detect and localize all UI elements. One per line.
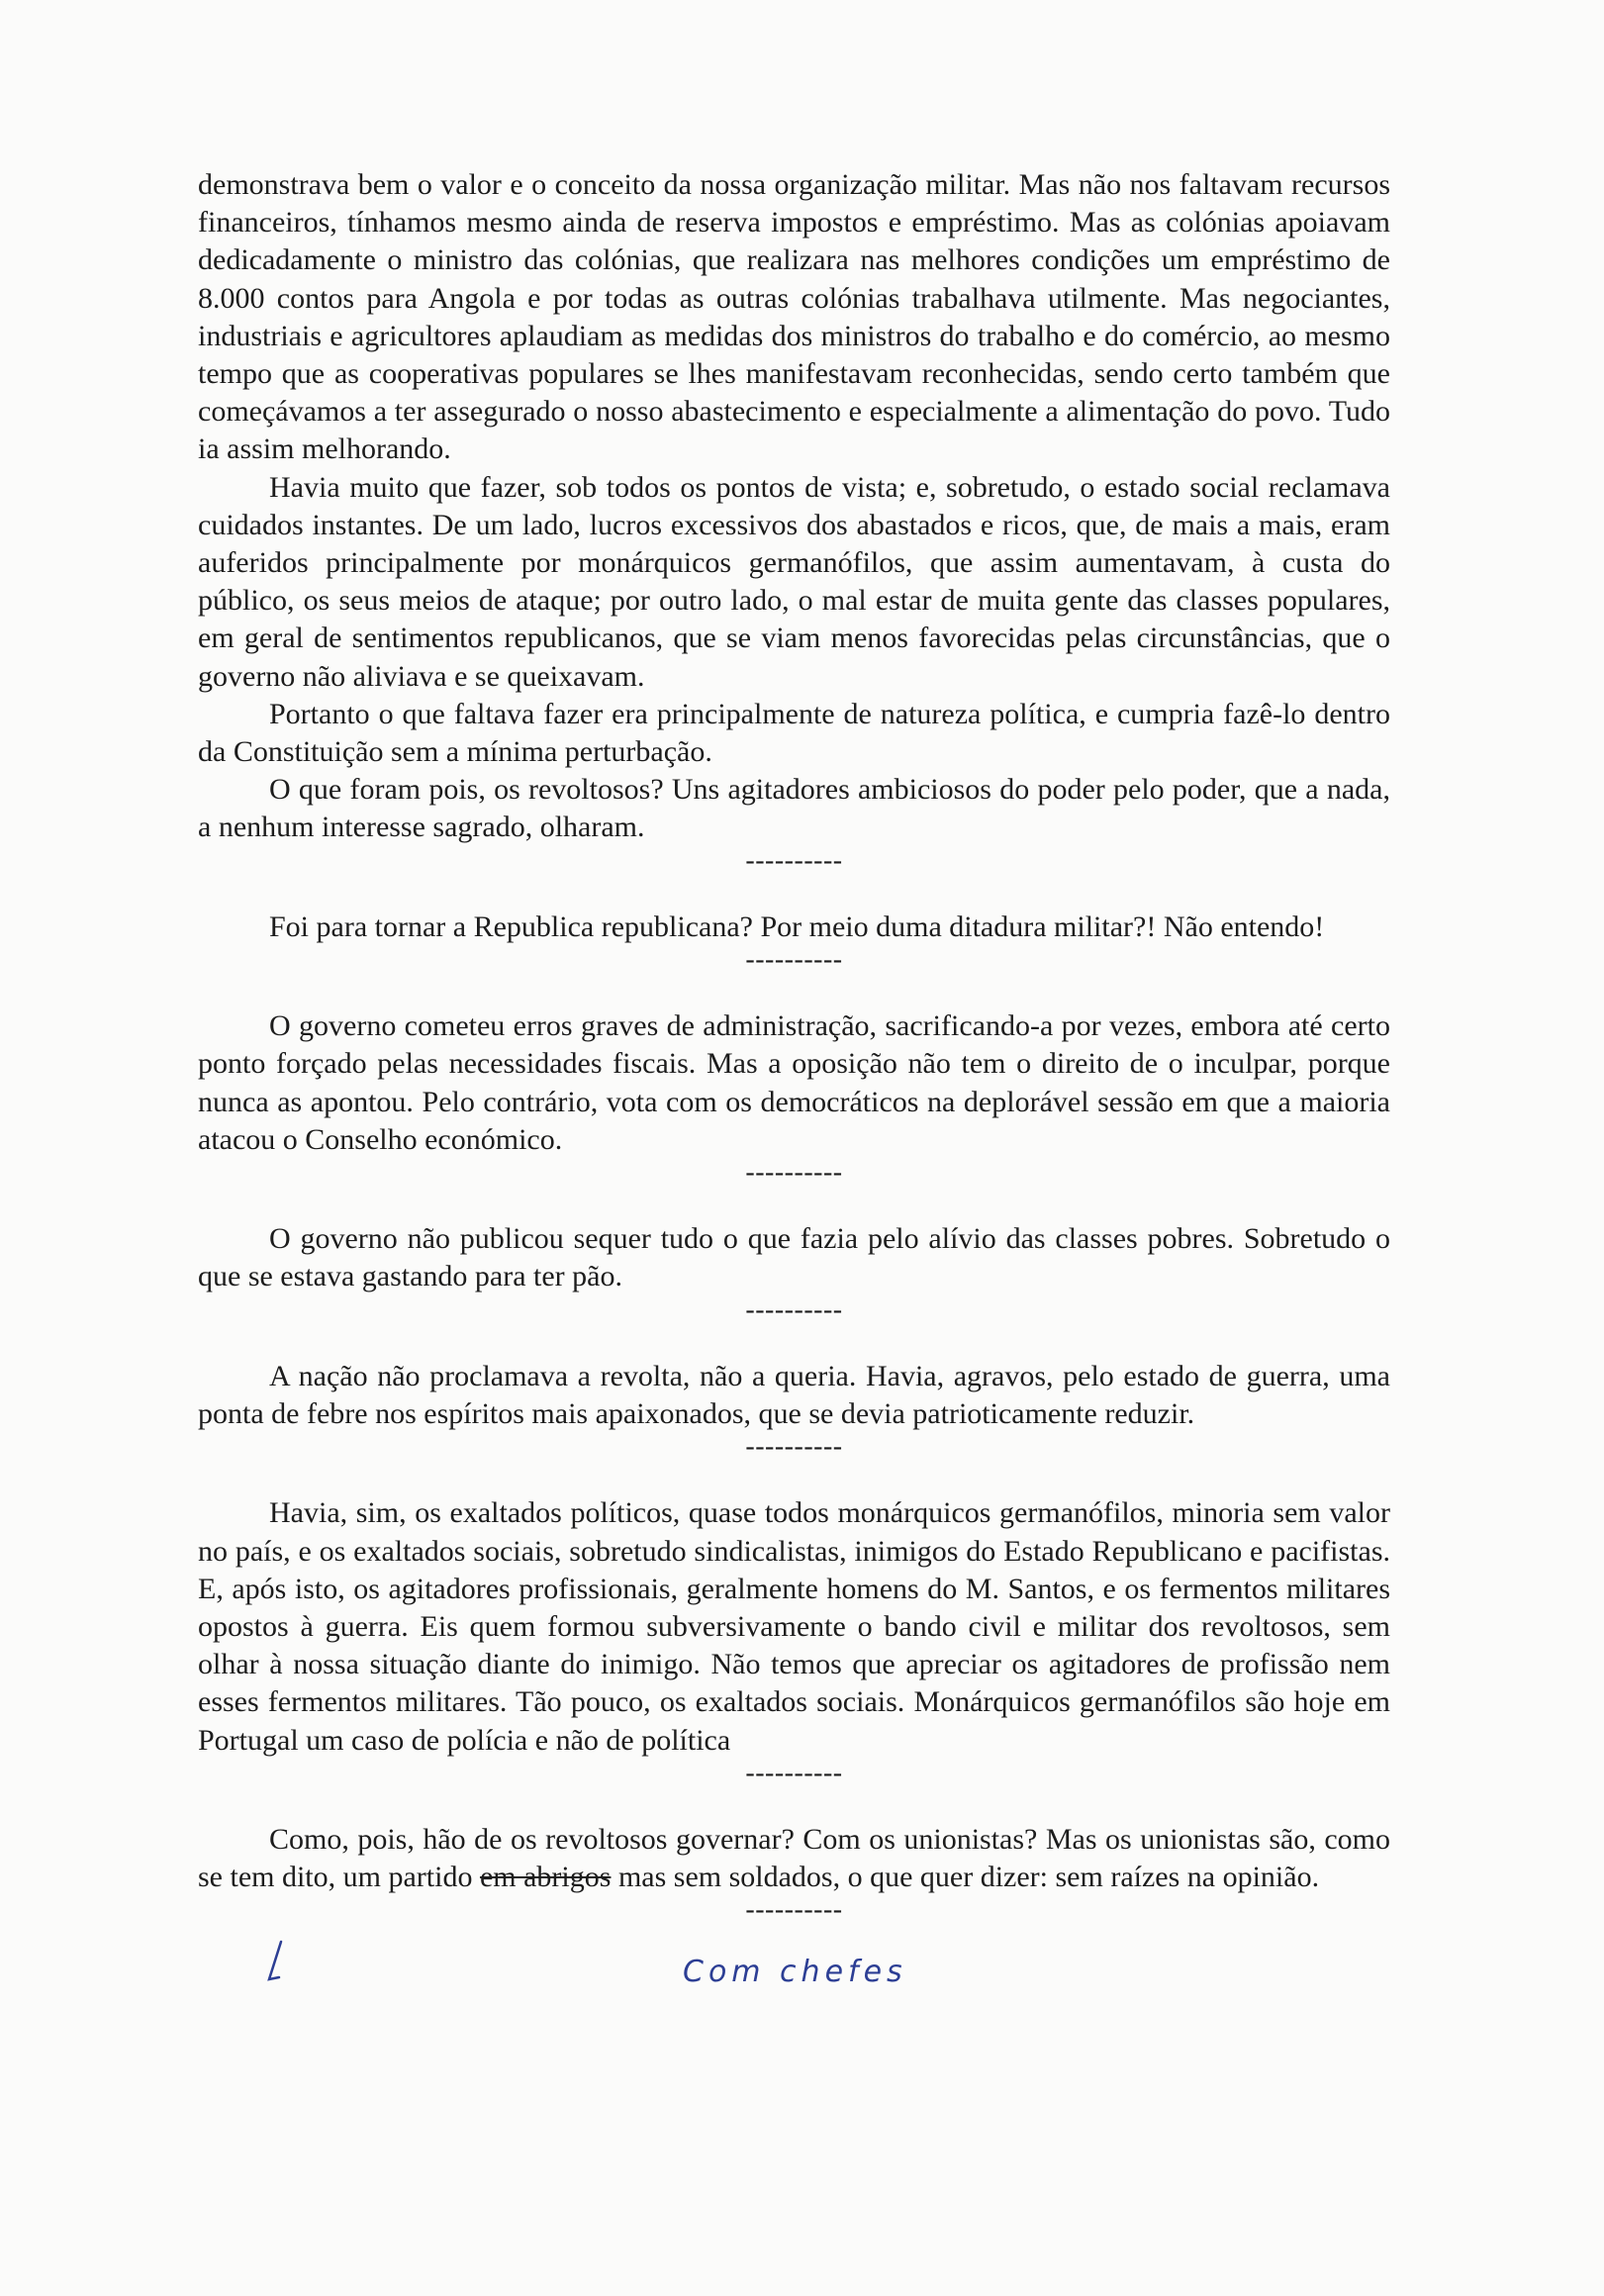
paragraph-4: O que foram pois, os revoltosos? Uns agitadores ambiciosos do poder pelo poder, que a nada, a nenhum interesse sagrado, olharam.	[198, 773, 1390, 844]
paragraph-10-part1: Como, pois, hão de os revoltosos governar? Com os unionistas? Mas os unionistas são, como se tem dito, um partido	[198, 1823, 1390, 1894]
paragraph-10-part2: mas sem soldados, o que quer dizer: sem raízes na opinião.	[611, 1861, 1320, 1894]
paragraph-10	[198, 1821, 1390, 1896]
handwritten-slash-mark	[263, 1940, 285, 1983]
separator-3: ----------	[745, 1157, 843, 1189]
paragraph-7: O governo não publicou sequer tudo o que fazia pelo alívio das classes pobres. Sobretudo o que se estava gastando para ter pão.	[198, 1222, 1390, 1293]
paragraph-9: Havia, sim, os exaltados políticos, quase todos monárquicos germanófilos, minoria sem valor no país, e os exaltados sociais, sobretudo sindicalistas, inimigos do Estado Republicano e pacifistas. E, após isto, os agitadores profissionais, geralmente homens do M. Santos, e os fermentos militares opostos à guerra. Eis quem formou subversivamente o bando civil e militar dos revoltosos, sem olhar à nossa situação diante do inimigo. Não temos que apreciar os agitadores de profissão nem esses fermentos militares. Tão pouco, os exaltados sociais. Monárquicos germanófilos são hoje em Portugal um caso de polícia e não de política	[198, 1496, 1390, 1757]
paragraph-2: Havia muito que fazer, sob todos os pontos de vista; e, sobretudo, o estado social reclamava cuidados instantes. De um lado, lucros excessivos dos abastados e ricos, que, de mais a mais, eram auferidos principalmente por monárquicos germanófilos, que assim aumentavam, à custa do público, os seus meios de ataque; por outro lado, o mal estar de muita gente das classes populares, em geral de sentimentos republicanos, que se viam menos favorecidas pelas circunstâncias, que o governo não aliviava e se queixavam.	[198, 470, 1390, 693]
separator-4: ----------	[745, 1293, 843, 1325]
paragraph-8: A nação não proclamava a revolta, não a queria. Havia, agravos, pelo estado de guerra, uma ponta de febre nos espíritos mais apaixonados, que se devia patrioticamente reduzir.	[198, 1359, 1390, 1431]
separator-5: ----------	[745, 1431, 843, 1463]
paragraph-3: Portanto o que faltava fazer era principalmente de natureza política, e cumpria fazê-lo dentro da Constituição sem a mínima perturbação.	[198, 697, 1390, 769]
document-body	[198, 166, 1390, 1935]
paragraph-6: O governo cometeu erros graves de administração, sacrificando-a por vezes, embora até certo ponto forçado pelas necessidades fiscais. Mas a oposição não tem o direito de o inculpar, porque nunca as apontou. Pelo contrário, vota com os democráticos na deplorável sessão em que a maioria atacou o Conselho económico.	[198, 1009, 1390, 1156]
struck-text: em abrigos	[479, 1861, 612, 1894]
separator-1: ----------	[745, 844, 843, 876]
separator-6: ----------	[745, 1757, 843, 1788]
paragraph-1: demonstrava bem o valor e o conceito da nossa organização militar. Mas não nos faltavam recursos financeiros, tínhamos mesmo ainda de reserva impostos e empréstimo. Mas as colónias apoiavam dedicadamente o ministro das colónias, que realizara nas melhores condições um empréstimo de 8.000 contos para Angola e por todas as outras colónias trabalhava utilmente. Mas negociantes, industriais e agricultores aplaudiam as medidas dos ministros do trabalho e do comércio, ao mesmo tempo que as cooperativas populares se lhes manifestavam reconhecidas, sendo certo também que começávamos a ter assegurado o nosso abastecimento e especialmente a alimentação do povo. Tudo ia assim melhorando.	[198, 168, 1390, 466]
handwritten-correction: Com chefes	[683, 1955, 907, 1989]
separator-2: ----------	[745, 944, 843, 976]
paragraph-5: Foi para tornar a Republica republicana? Por meio duma ditadura militar?! Não entendo!	[269, 909, 1325, 943]
separator-7: ----------	[745, 1894, 843, 1926]
